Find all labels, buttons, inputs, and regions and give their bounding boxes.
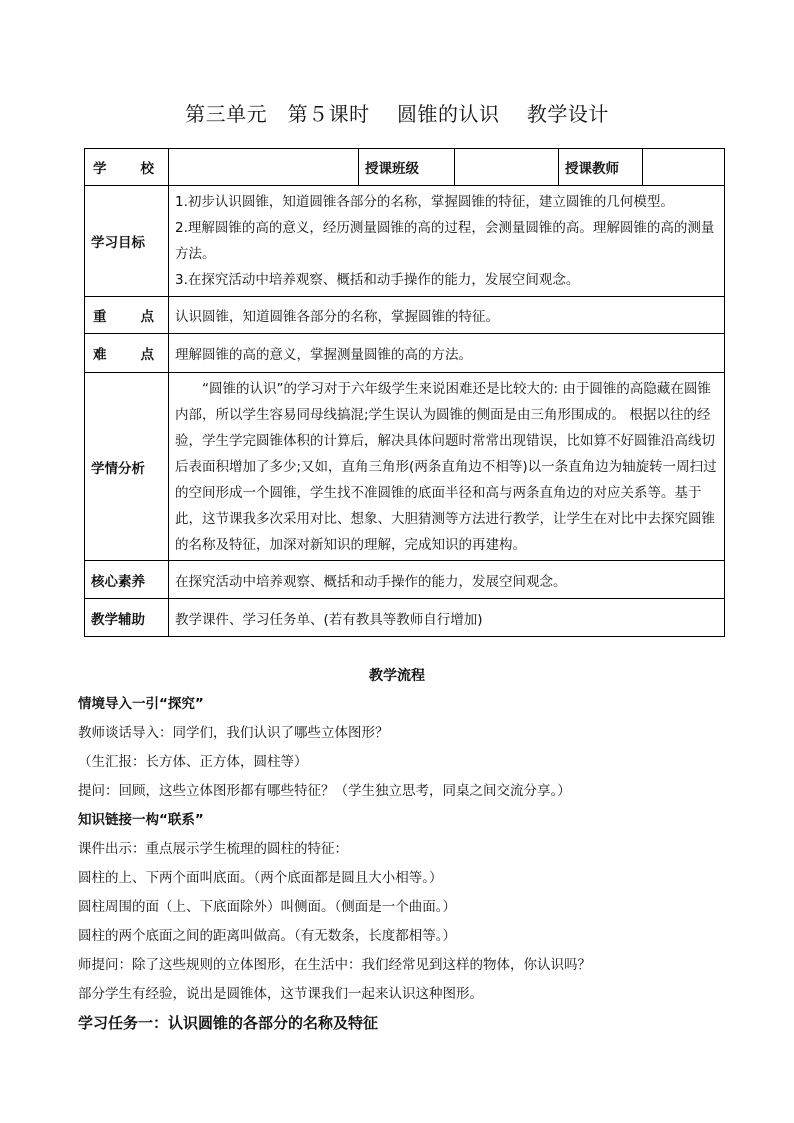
school-label: 学 校 <box>85 149 169 186</box>
difficulty-label: 难 点 <box>85 334 169 373</box>
document-title: 第三单元 第５课时 圆锥的认识 教学设计 <box>185 102 609 126</box>
flow-line: 圆柱周围的面（上、下底面除外）叫侧面。（侧面是一个曲面。） <box>78 899 456 915</box>
difficulty-value: 理解圆锥的高的意义，掌握测量圆锥的高的方法。 <box>169 334 725 373</box>
teacher-label: 授课教师 <box>559 149 643 186</box>
school-value[interactable] <box>169 149 359 186</box>
teaching-flow <box>78 690 738 1038</box>
flow-line: 师提问：除了这些规则的立体图形，在生活中：我们经常见到这样的物体，你认识吗？ <box>78 957 591 973</box>
learning-task-heading: 学习任务一：认识圆锥的各部分的名称及特征 <box>78 1014 379 1032</box>
flow-line: 提问：回顾，这些立体图形都有哪些特征？（学生独立思考，同桌之间交流分享。） <box>78 783 571 799</box>
core-value: 在探究活动中培养观察、概括和动手操作的能力，发展空间观念。 <box>169 561 725 599</box>
class-label: 授课班级 <box>359 149 455 186</box>
flow-subheading: 情境导入一引“探究” <box>78 696 204 712</box>
goal-item: 1.初步认识圆锥，知道圆锥各部分的名称，掌握圆锥的特征，建立圆锥的几何模型。 <box>175 194 674 210</box>
table-row-key <box>85 297 725 334</box>
table-row-school <box>85 149 725 186</box>
flow-line: 课件出示：重点展示学生梳理的圆柱的特征： <box>78 841 348 857</box>
flow-line: （生汇报：长方体、正方体，圆柱等） <box>78 754 308 770</box>
table-row-core <box>85 561 725 599</box>
table-row-analysis <box>85 373 725 561</box>
analysis-value: “圆锥的认识”的学习对于六年级学生来说困难还是比较大的: 由于圆锥的高隐藏在圆锥内部，所以学生容易同母线搞混;学生误认为圆锥的侧面是由三角形围成的。 根据以往的经验，学生学完圆锥体积的计算后，解决具体问题时常常出现错误，比如算不好圆锥沿高线切后表面积增加了多少;又如，直角三角形(两条直角边不相等)以一条直角边为轴旋转一周扫过的空间形成一个圆锥，学生找不准圆锥的底面半径和高与两条直角边的对应关系等。基于此，这节课我多次采用对比、想象、大胆猜测等方法进行教学，让学生在对比中去探究圆锥的名称及特征，加深对新知识的理解，完成知识的再建构。 <box>169 373 725 561</box>
goal-item: 2.理解圆锥的高的意义，经历测量圆锥的高的过程，会测量圆锥的高。理解圆锥的高的测量方法。 <box>175 220 715 262</box>
table-row-difficulty <box>85 334 725 373</box>
key-value: 认识圆锥，知道圆锥各部分的名称，掌握圆锥的特征。 <box>169 297 725 334</box>
flow-subheading: 知识链接一构“联系” <box>78 812 204 828</box>
goal-item: 3.在探究活动中培养观察、概括和动手操作的能力，发展空间观念。 <box>175 272 580 288</box>
core-label: 核心素养 <box>85 561 169 599</box>
lesson-info-table <box>84 148 725 637</box>
flow-line: 教师谈话导入：同学们，我们认识了哪些立体图形？ <box>78 725 389 741</box>
flow-line: 圆柱的两个底面之间的距离叫做高。（有无数条，长度都相等。） <box>78 928 456 944</box>
teacher-value[interactable] <box>643 149 725 186</box>
table-row-aids <box>85 599 725 637</box>
goals-value <box>169 186 725 297</box>
flow-line: 部分学生有经验，说出是圆锥体，这节课我们一起来认识这种图形。 <box>78 986 483 1002</box>
class-value[interactable] <box>455 149 559 186</box>
table-row-goals <box>85 186 725 297</box>
key-label: 重 点 <box>85 297 169 334</box>
flow-heading: 教学流程 <box>369 668 425 684</box>
aids-label: 教学辅助 <box>85 599 169 637</box>
flow-line: 圆柱的上、下两个面叫底面。（两个底面都是圆且大小相等。） <box>78 870 443 886</box>
analysis-label: 学情分析 <box>85 373 169 561</box>
aids-value: 教学课件、学习任务单、(若有教具等教师自行增加) <box>169 599 725 637</box>
goals-label: 学习目标 <box>85 186 169 297</box>
